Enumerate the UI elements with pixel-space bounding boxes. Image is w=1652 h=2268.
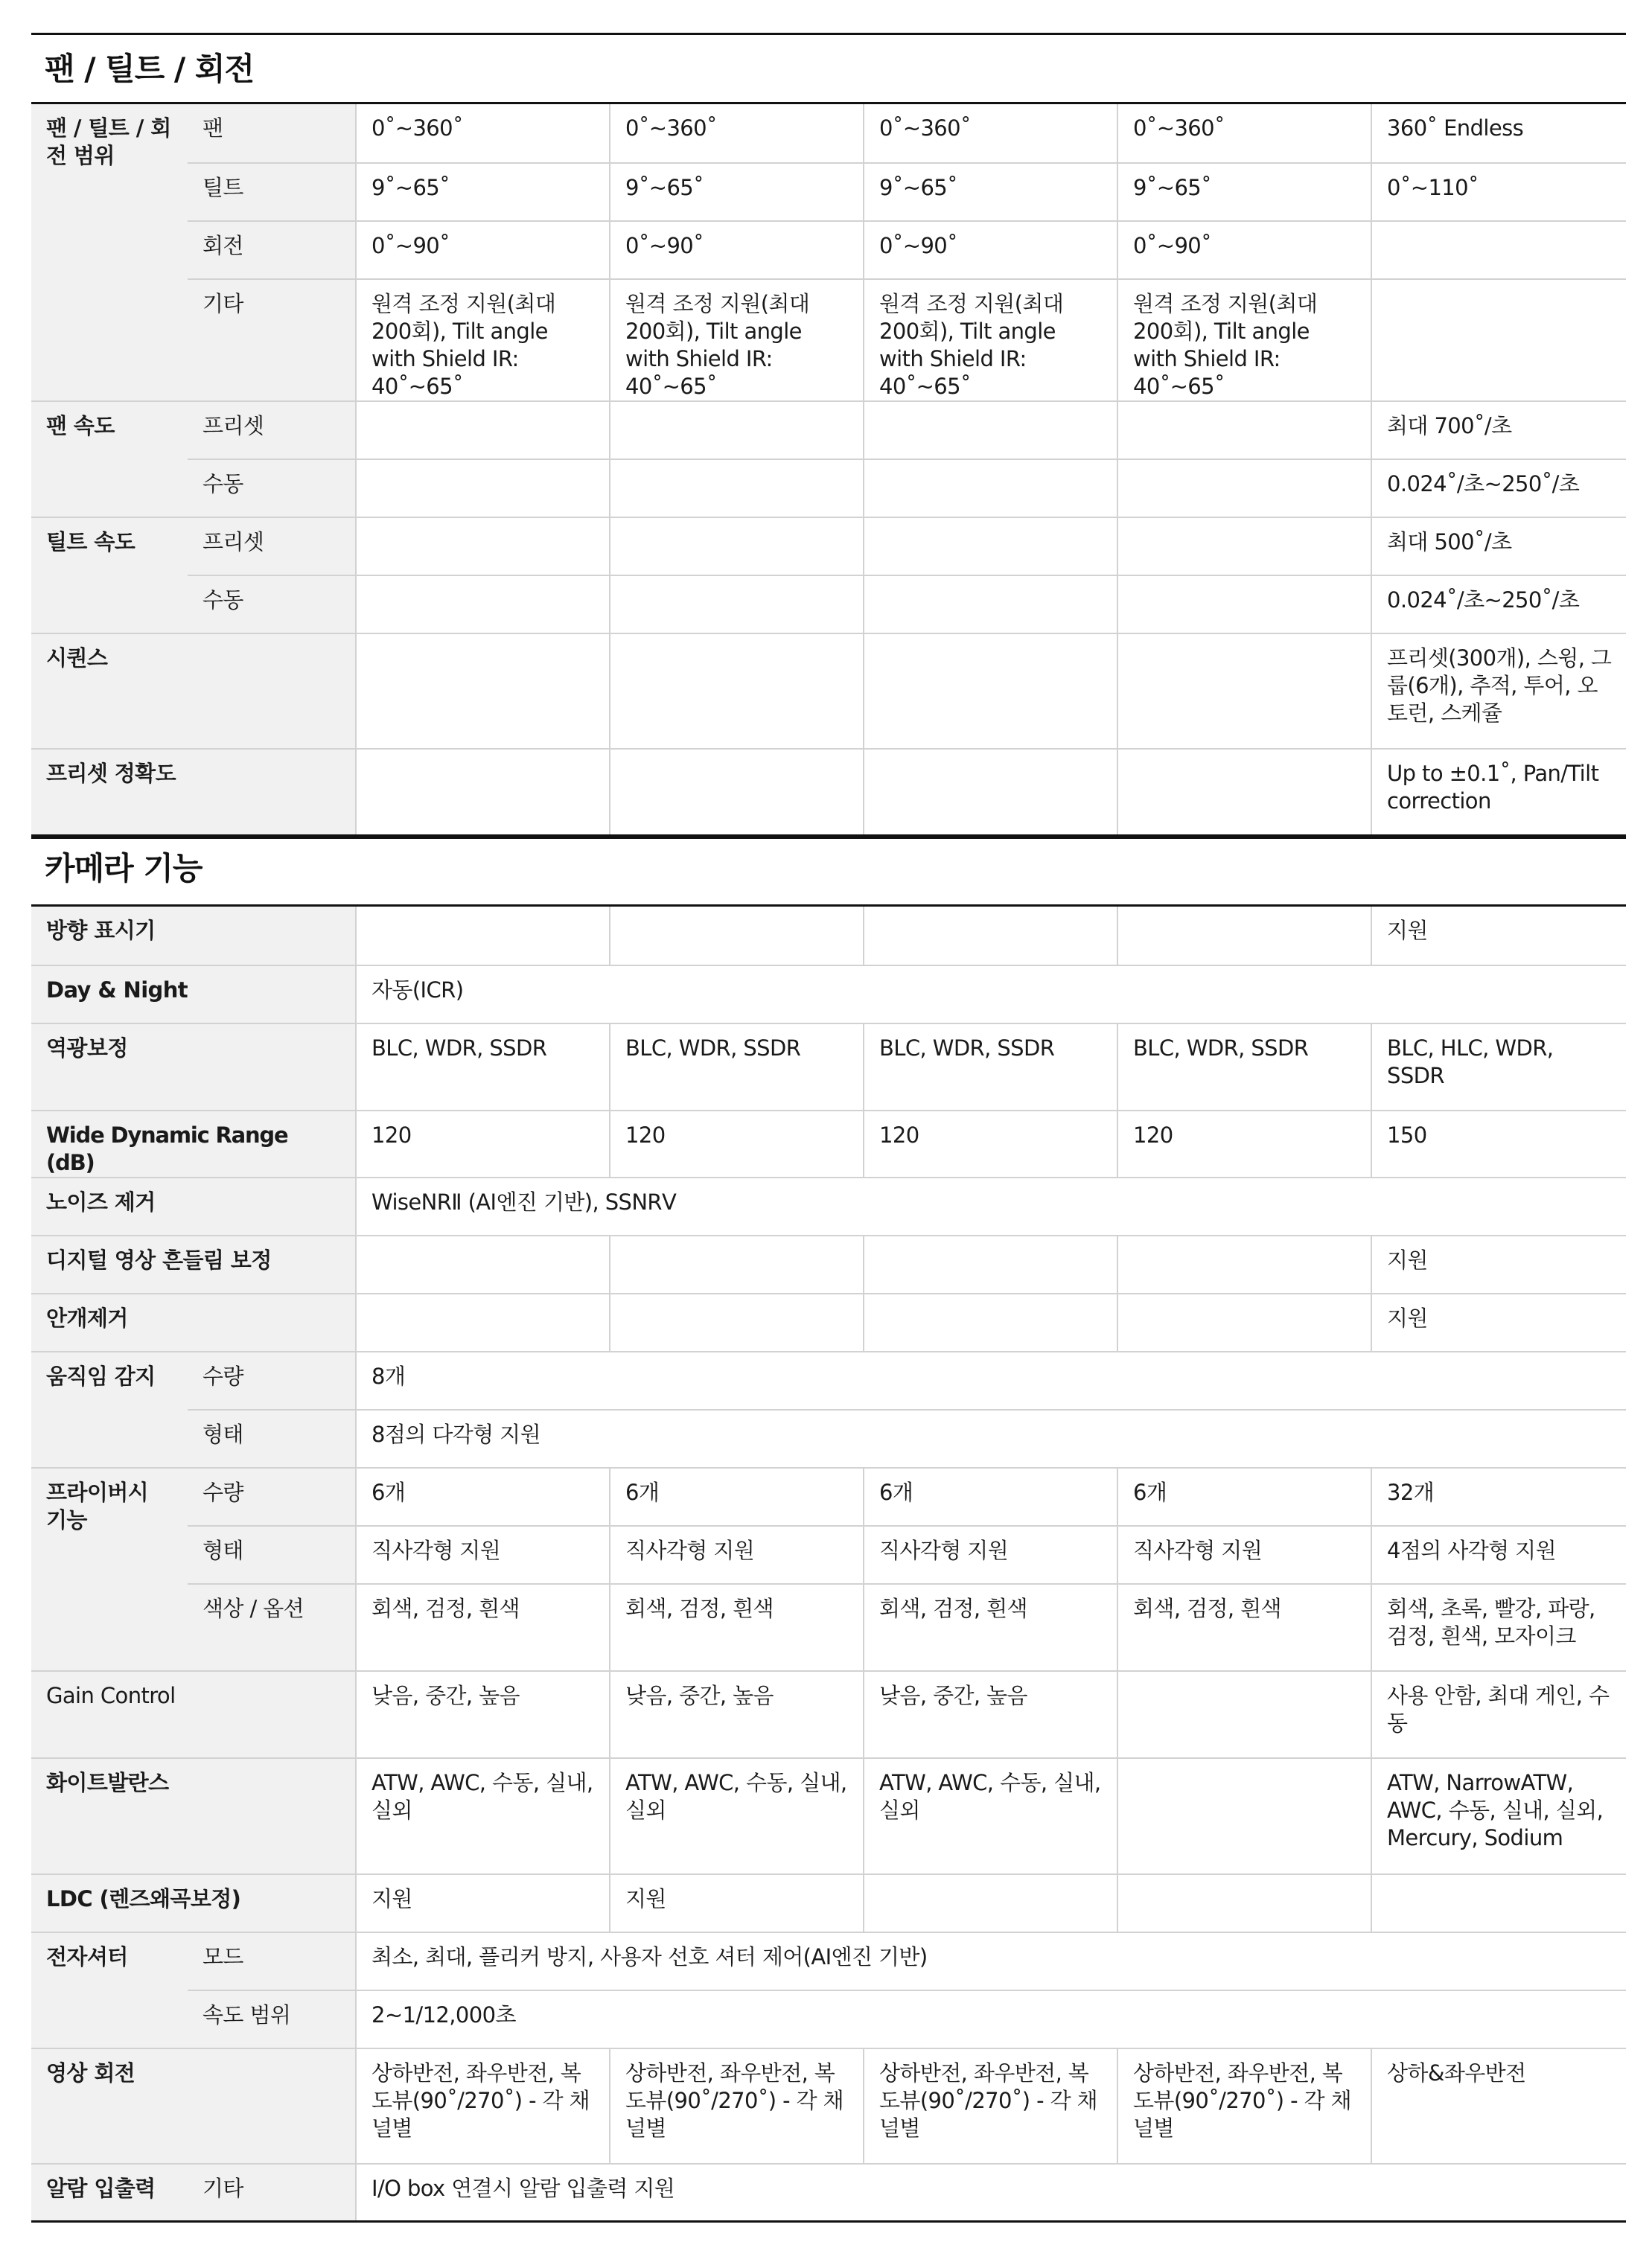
sub-label-speed: 속도 범위 [188,1990,356,2048]
cell: 0˚~360˚ [864,104,1117,163]
cell: 6개 [864,1468,1117,1526]
table-row [31,1671,1626,1758]
sub-label-tilt: 틸트 [188,163,356,221]
sub-label-shape: 형태 [188,1526,356,1584]
cell [610,459,864,517]
row-label-flip: 영상 회전 [31,2048,356,2164]
cell [356,401,610,459]
cell: 0˚~90˚ [356,221,610,279]
sub-label-rotation: 회전 [188,221,356,279]
cell: 8개 [356,1352,1626,1410]
row-label-shutter: 전자셔터 [31,1932,188,2048]
cell: 6개 [356,1468,610,1526]
cell: 150 [1371,1111,1626,1178]
cell: 0˚~360˚ [1117,104,1371,163]
cell: 9˚~65˚ [356,163,610,221]
spec-sheet [31,33,1626,2223]
cell: 상하반전, 좌우반전, 복도뷰(90˚/270˚) - 각 채널별 [356,2048,610,2164]
row-label-defog: 안개제거 [31,1294,356,1352]
cell [610,1294,864,1352]
cell: ATW, AWC, 수동, 실내, 실외 [864,1758,1117,1874]
table-row [31,2164,1626,2222]
row-label-preset-accuracy: 프리셋 정확도 [31,749,356,835]
cell [1371,221,1626,279]
cell: ATW, AWC, 수동, 실내, 실외 [610,1758,864,1874]
cell: BLC, HLC, WDR, SSDR [1371,1023,1626,1111]
sub-label-mode: 모드 [188,1932,356,1990]
cell: 120 [864,1111,1117,1178]
table-row [31,1023,1626,1111]
cell [864,1874,1117,1932]
cell: 직사각형 지원 [1117,1526,1371,1584]
row-label-privacy: 프라이버시 기능 [31,1468,188,1671]
cell: 6개 [1117,1468,1371,1526]
cell [356,575,610,633]
sub-label-shape: 형태 [188,1410,356,1468]
table-row [31,1990,1626,2048]
cell [610,1236,864,1294]
cell: 회색, 초록, 빨강, 파랑, 검정, 흰색, 모자이크 [1371,1584,1626,1671]
cell: 120 [1117,1111,1371,1178]
cell [864,633,1117,749]
cell: 회색, 검정, 흰색 [610,1584,864,1671]
table-row [31,459,1626,517]
cell: 지원 [1371,1236,1626,1294]
section-title-camera: 카메라 기능 [31,837,1626,907]
cell [610,633,864,749]
cell: 360˚ Endless [1371,104,1626,163]
cell: 4점의 사각형 지원 [1371,1526,1626,1584]
cell: 지원 [1371,1294,1626,1352]
sub-label-other: 기타 [188,279,356,401]
cell: 원격 조정 지원(최대 200회), Tilt angle with Shield IR: 40˚~65˚ [864,279,1117,401]
cell [1117,459,1371,517]
cell: 0˚~90˚ [1117,221,1371,279]
cell: 0.024˚/초~250˚/초 [1371,459,1626,517]
table-row [31,1178,1626,1236]
table-row [31,401,1626,459]
table-row [31,104,1626,163]
table-row [31,1294,1626,1352]
cell [356,459,610,517]
cell [1117,1294,1371,1352]
sub-label-pan: 팬 [188,104,356,163]
cell: 0˚~90˚ [864,221,1117,279]
cell: 프리셋(300개), 스윙, 그룹(6개), 추적, 투어, 오토런, 스케쥴 [1371,633,1626,749]
row-label-gain: Gain Control [31,1671,356,1758]
table-row [31,633,1626,749]
cell [864,749,1117,835]
cell [356,907,610,965]
table-row [31,279,1626,401]
row-label-direction: 방향 표시기 [31,907,356,965]
row-label-day-night: Day & Night [31,965,356,1023]
cell: I/O box 연결시 알람 입출력 지원 [356,2164,1626,2222]
cell [1117,1874,1371,1932]
cell: 상하&좌우반전 [1371,2048,1626,2164]
cell [356,633,610,749]
cell: 32개 [1371,1468,1626,1526]
table-row [31,2048,1626,2164]
row-label-noise: 노이즈 제거 [31,1178,356,1236]
section-title-pan-tilt: 팬 / 틸트 / 회전 [31,33,1626,104]
table-row [31,1758,1626,1874]
cell [610,907,864,965]
cell: 사용 안함, 최대 게인, 수동 [1371,1671,1626,1758]
cell [864,907,1117,965]
table-row [31,575,1626,633]
cell [356,517,610,575]
table-row [31,1526,1626,1584]
sub-label-color: 색상 / 옵션 [188,1584,356,1671]
row-label-range: 팬 / 틸트 / 회전 범위 [31,104,188,401]
cell: 낮음, 중간, 높음 [864,1671,1117,1758]
sub-label-count: 수량 [188,1468,356,1526]
cell: ATW, AWC, 수동, 실내, 실외 [356,1758,610,1874]
camera-table [31,907,1626,2223]
sub-label-preset: 프리셋 [188,517,356,575]
sub-label-manual: 수동 [188,459,356,517]
cell: ATW, NarrowATW, AWC, 수동, 실내, 실외, Mercury, Sodium [1371,1758,1626,1874]
cell: 최대 500˚/초 [1371,517,1626,575]
table-row [31,1236,1626,1294]
row-label-alarm: 알람 입출력 [31,2164,188,2222]
table-row [31,1584,1626,1671]
cell [1117,1758,1371,1874]
cell: 9˚~65˚ [610,163,864,221]
table-row [31,907,1626,965]
cell [864,401,1117,459]
cell: 자동(ICR) [356,965,1626,1023]
cell: 낮음, 중간, 높음 [610,1671,864,1758]
cell [356,749,610,835]
cell [864,1294,1117,1352]
cell [1117,517,1371,575]
table-row [31,1111,1626,1178]
cell: 원격 조정 지원(최대 200회), Tilt angle with Shield IR: 40˚~65˚ [610,279,864,401]
cell: 0˚~90˚ [610,221,864,279]
cell: BLC, WDR, SSDR [356,1023,610,1111]
cell: 지원 [356,1874,610,1932]
cell [864,517,1117,575]
cell [356,1294,610,1352]
cell: 8점의 다각형 지원 [356,1410,1626,1468]
pan-tilt-table [31,104,1626,837]
row-label-ldc: LDC (렌즈왜곡보정) [31,1874,356,1932]
cell: Up to ±0.1˚, Pan/Tilt correction [1371,749,1626,835]
sub-label-count: 수량 [188,1352,356,1410]
cell: 0˚~360˚ [356,104,610,163]
row-label-white-balance: 화이트발란스 [31,1758,356,1874]
cell [610,749,864,835]
sub-label-manual: 수동 [188,575,356,633]
sub-label-other: 기타 [188,2164,356,2222]
row-label-motion: 움직임 감지 [31,1352,188,1468]
cell: 낮음, 중간, 높음 [356,1671,610,1758]
cell: 9˚~65˚ [864,163,1117,221]
cell: 직사각형 지원 [864,1526,1117,1584]
table-row [31,1932,1626,1990]
cell [610,517,864,575]
cell [864,1236,1117,1294]
cell: BLC, WDR, SSDR [610,1023,864,1111]
cell [1117,401,1371,459]
table-row [31,1468,1626,1526]
cell: 9˚~65˚ [1117,163,1371,221]
cell: 6개 [610,1468,864,1526]
cell: 120 [356,1111,610,1178]
table-row [31,749,1626,835]
cell: 120 [610,1111,864,1178]
row-label-tilt-speed: 틸트 속도 [31,517,188,633]
cell: 회색, 검정, 흰색 [356,1584,610,1671]
cell [1117,633,1371,749]
cell [356,1236,610,1294]
cell: WiseNRⅡ (AI엔진 기반), SSNRⅤ [356,1178,1626,1236]
cell: 0˚~110˚ [1371,163,1626,221]
cell: 상하반전, 좌우반전, 복도뷰(90˚/270˚) - 각 채널별 [864,2048,1117,2164]
table-row [31,1874,1626,1932]
table-row [31,1410,1626,1468]
cell: 지원 [610,1874,864,1932]
row-label-backlight: 역광보정 [31,1023,356,1111]
cell [1371,1874,1626,1932]
cell: 회색, 검정, 흰색 [1117,1584,1371,1671]
row-label-sequence: 시퀀스 [31,633,356,749]
cell [1117,575,1371,633]
cell [1117,907,1371,965]
cell [1371,279,1626,401]
cell: 직사각형 지원 [610,1526,864,1584]
cell: 최대 700˚/초 [1371,401,1626,459]
cell: 지원 [1371,907,1626,965]
table-row [31,1352,1626,1410]
table-row [31,221,1626,279]
cell [1117,749,1371,835]
cell: 상하반전, 좌우반전, 복도뷰(90˚/270˚) - 각 채널별 [610,2048,864,2164]
cell: BLC, WDR, SSDR [1117,1023,1371,1111]
cell [1117,1236,1371,1294]
cell: 원격 조정 지원(최대 200회), Tilt angle with Shield IR: 40˚~65˚ [356,279,610,401]
cell: 직사각형 지원 [356,1526,610,1584]
row-label-dis: 디지털 영상 흔들림 보정 [31,1236,356,1294]
row-label-wdr: Wide Dynamic Range (dB) [31,1111,356,1178]
cell: 최소, 최대, 플리커 방지, 사용자 선호 셔터 제어(AI엔진 기반) [356,1932,1626,1990]
cell: 원격 조정 지원(최대 200회), Tilt angle with Shield IR: 40˚~65˚ [1117,279,1371,401]
cell: 2~1/12,000초 [356,1990,1626,2048]
cell [610,401,864,459]
table-row [31,965,1626,1023]
row-label-pan-speed: 팬 속도 [31,401,188,517]
sub-label-preset: 프리셋 [188,401,356,459]
table-row [31,163,1626,221]
cell [1117,1671,1371,1758]
cell [864,459,1117,517]
cell: 회색, 검정, 흰색 [864,1584,1117,1671]
cell: 0.024˚/초~250˚/초 [1371,575,1626,633]
cell: 상하반전, 좌우반전, 복도뷰(90˚/270˚) - 각 채널별 [1117,2048,1371,2164]
cell [864,575,1117,633]
cell [610,575,864,633]
cell: 0˚~360˚ [610,104,864,163]
table-row [31,517,1626,575]
cell: BLC, WDR, SSDR [864,1023,1117,1111]
